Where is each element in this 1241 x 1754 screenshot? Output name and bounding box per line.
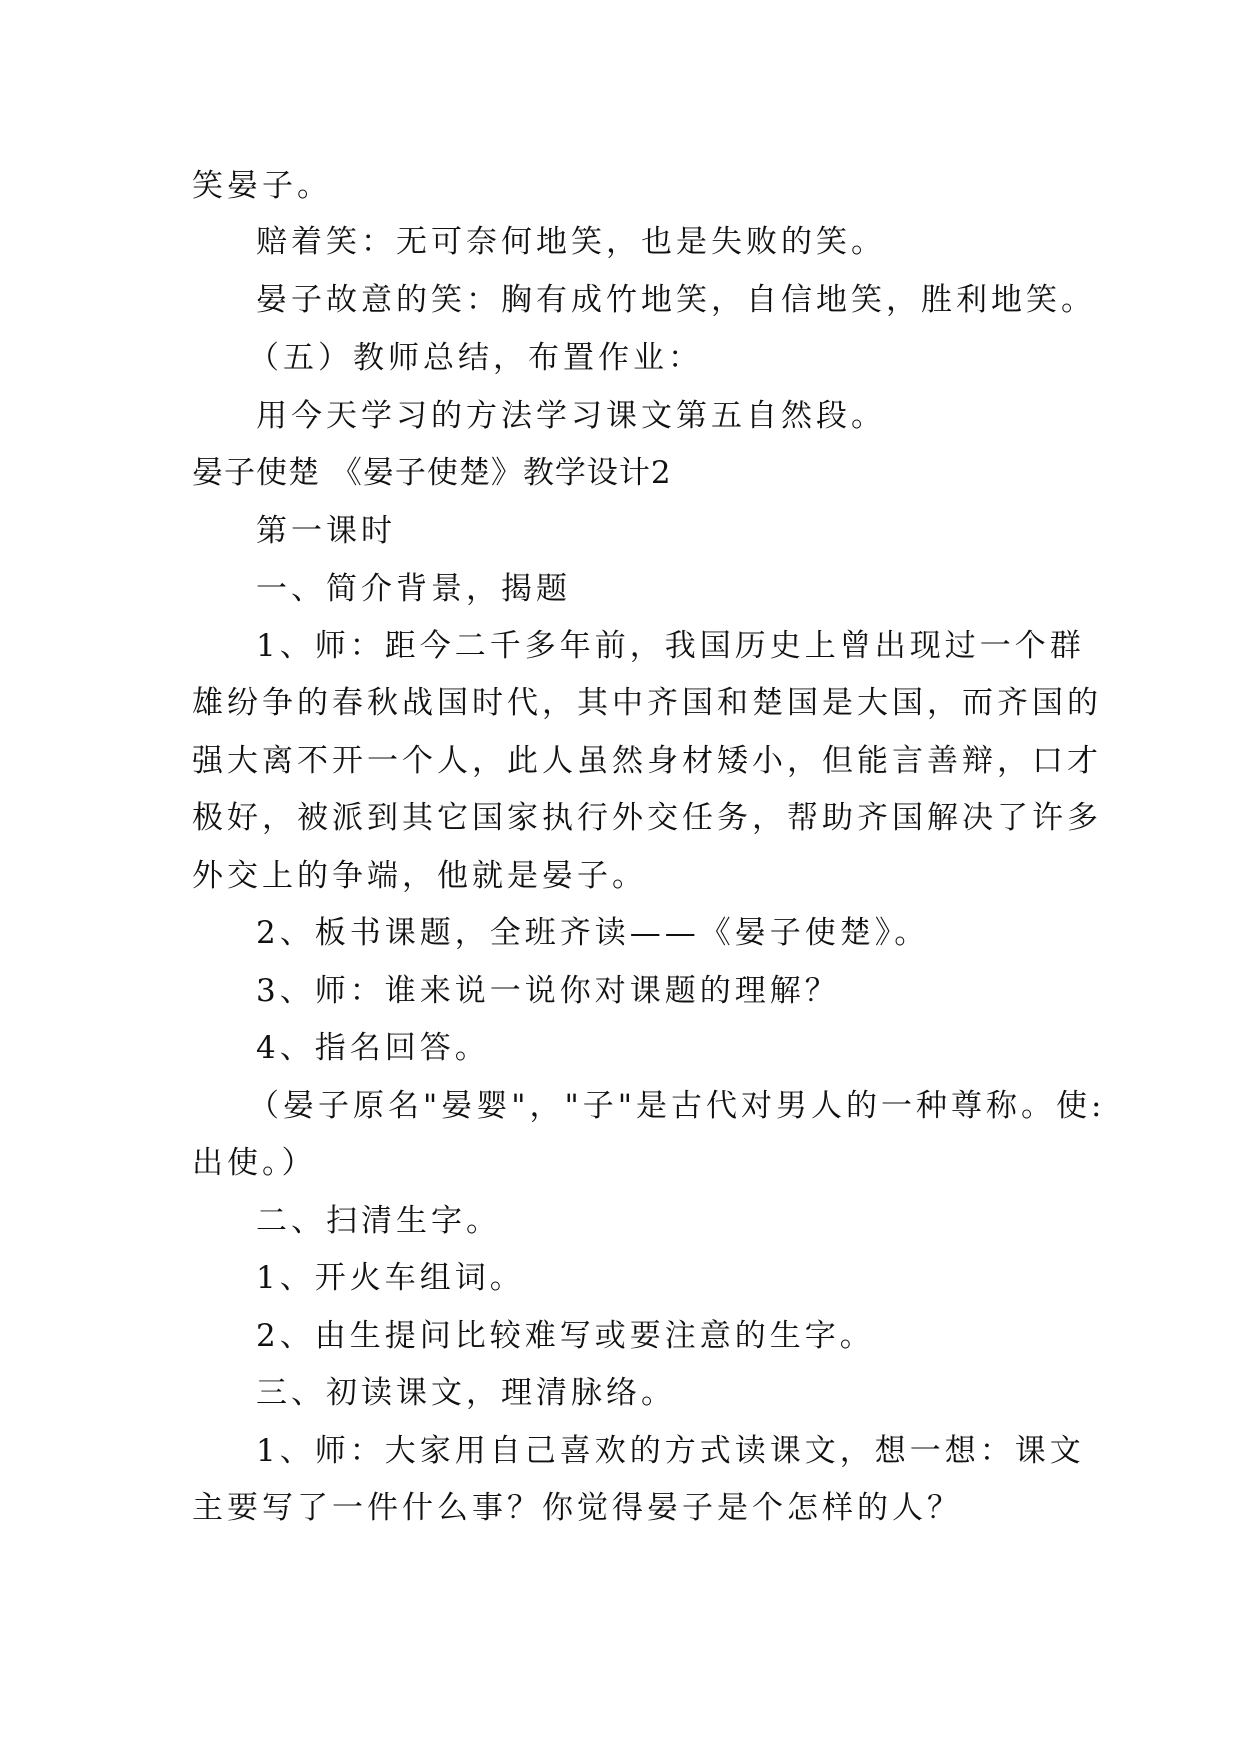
document-title: 晏子使楚 《晏子使楚》教学设计2 — [192, 455, 672, 491]
section-heading: 第一课时 — [256, 513, 396, 549]
paragraph-line: 极好，被派到其它国家执行外交任务，帮助齐国解决了许多 — [192, 800, 1102, 836]
paragraph-line: 2、板书课题，全班齐读——《晏子使楚》。 — [256, 915, 930, 951]
section-heading: 三、初读课文，理清脉络。 — [256, 1375, 676, 1411]
section-heading: 二、扫清生字。 — [256, 1203, 501, 1239]
paragraph-line: 1、师：距今二千多年前，我国历史上曾出现过一个群 — [256, 628, 1085, 664]
section-heading: （五）教师总结，布置作业： — [248, 340, 703, 376]
paragraph-line: 2、由生提问比较难写或要注意的生字。 — [256, 1318, 875, 1354]
paragraph-line: 笑晏子。 — [192, 168, 332, 204]
paragraph-line: 晏子故意的笑：胸有成竹地笑，自信地笑，胜利地笑。 — [256, 282, 1096, 318]
paragraph-line: 3、师：谁来说一说你对课题的理解？ — [256, 973, 840, 1009]
section-heading: 一、简介背景，揭题 — [256, 571, 571, 607]
paragraph-line: 出使。） — [192, 1145, 317, 1181]
paragraph-line: 4、指名回答。 — [256, 1030, 490, 1066]
paragraph-line: 1、开火车组词。 — [256, 1260, 525, 1296]
paragraph-line: 主要写了一件什么事？你觉得晏子是个怎样的人？ — [192, 1490, 962, 1526]
paragraph-line: 赔着笑：无可奈何地笑，也是失败的笑。 — [256, 224, 886, 260]
paragraph-line: （晏子原名"晏婴"，"子"是古代对男人的一种尊称。使: — [248, 1088, 1106, 1124]
paragraph-line: 雄纷争的春秋战国时代，其中齐国和楚国是大国，而齐国的 — [192, 685, 1102, 721]
paragraph-line: 1、师：大家用自己喜欢的方式读课文，想一想：课文 — [256, 1433, 1085, 1469]
paragraph-line: 外交上的争端，他就是晏子。 — [192, 858, 647, 894]
paragraph-line: 用今天学习的方法学习课文第五自然段。 — [256, 398, 886, 434]
paragraph-line: 强大离不开一个人，此人虽然身材矮小，但能言善辩，口才 — [192, 743, 1102, 779]
